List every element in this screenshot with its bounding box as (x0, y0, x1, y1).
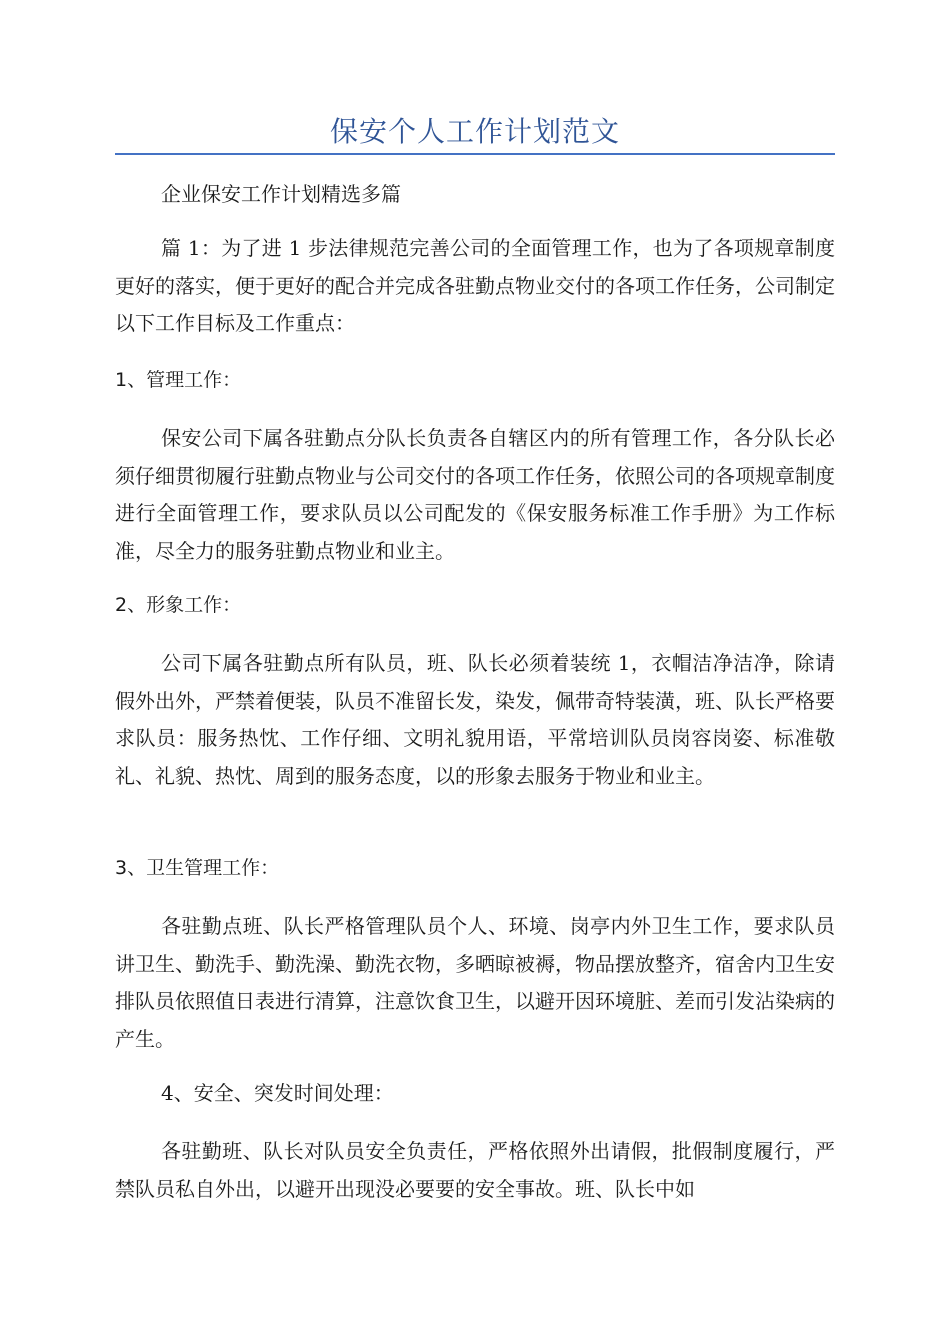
section-body-image: 公司下属各驻勤点所有队员，班、队长必须着装统 1，衣帽洁净洁净，除请假外出外，严禁着便装，队员不准留长发，染发，佩带奇特装潢，班、队长严格要求队员：服务热忱、工作仔细、文明礼貌用语，平常培训队员岗容岗姿、标准敬礼、礼貌、热忱、周到的服务态度，以的形象去服务于物业和业主。 (115, 651, 835, 788)
section-heading-image: 2、形象工作： (115, 594, 242, 616)
document-title: 保安个人工作计划范文 (329, 115, 620, 148)
section-body-hygiene: 各驻勤点班、队长严格管理队员个人、环境、岗亭内外卫生工作，要求队员讲卫生、勤洗手、勤洗澡、勤洗衣物，多晒晾被褥，物品摆放整齐，宿舍内卫生安排队员依照值日表进行清算，注意饮食卫生，以避开因环境脏、差而引发沾染病的产生。 (115, 914, 835, 1051)
section-heading-management: 1、管理工作： (115, 369, 242, 391)
section-heading-hygiene: 3、卫生管理工作： (115, 857, 280, 879)
section-body-safety: 各驻勤班、队长对队员安全负责任，严格依照外出请假，批假制度履行，严禁队员私自外出，以避开出现没必要要的安全事故。班、队长中如 (115, 1139, 835, 1201)
intro-paragraph: 篇 1：为了进 1 步法律规范完善公司的全面管理工作，也为了各项规章制度更好的落实，便于更好的配合并完成各驻勤点物业交付的各项工作任务，公司制定以下工作目标及工作重点： (115, 236, 835, 335)
title-underline (115, 153, 835, 155)
document-subtitle: 企业保安工作计划精选多篇 (161, 182, 401, 206)
section-heading-safety: 4、安全、突发时间处理： (161, 1081, 394, 1105)
section-body-management: 保安公司下属各驻勤点分队长负责各自辖区内的所有管理工作，各分队长必须仔细贯彻履行驻勤点物业与公司交付的各项工作任务，依照公司的各项规章制度进行全面管理工作，要求队员以公司配发的《保安服务标准工作手册》为工作标准，尽全力的服务驻勤点物业和业主。 (115, 426, 835, 563)
